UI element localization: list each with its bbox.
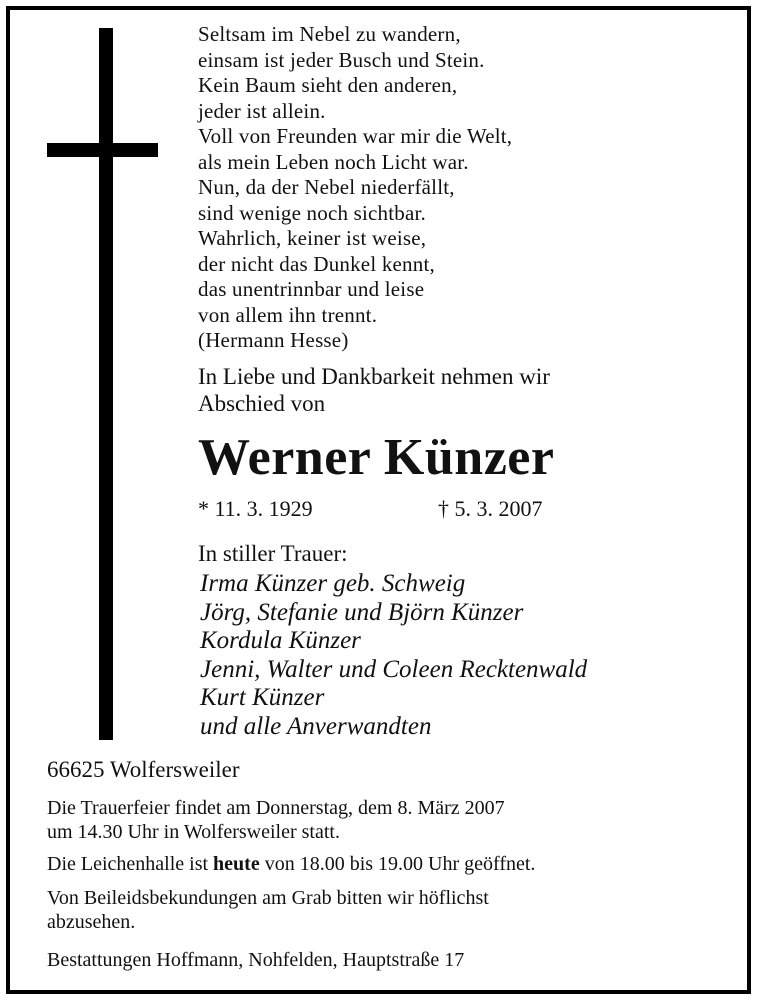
poem-line: sind wenige noch sichtbar. [198,200,426,225]
funeral-line-2: um 14.30 Uhr in Wolfersweiler statt. [47,820,340,843]
condolence-line-2: abzusehen. [47,910,136,933]
condolence-info [47,887,737,934]
intro-text [198,363,550,417]
place: 66625 Wolfersweiler [47,757,240,782]
hall-text-bold: heute [213,853,260,875]
poem-line: Voll von Freunden war mir die Welt, [198,124,513,148]
poem-line: Wahrlich, keiner ist weise, [198,226,427,250]
poem-line: Nun, da der Nebel niederfällt, [198,175,455,199]
poem-author: (Hermann Hesse) [198,328,349,352]
poem-line: Kein Baum sieht den anderen, [198,73,458,97]
hall-text-before: Die Leichenhalle ist [47,853,214,875]
mourner-name: Kordula Künzer [200,627,361,654]
obituary-notice [6,6,751,994]
hall-info [47,853,737,877]
poem-line: jeder ist allein. [198,98,326,123]
poem-line: von allem ihn trennt. [198,302,378,327]
funeral-line-1: Die Trauerfeier findet am Donnerstag, dem 8. März 2007 [47,797,505,819]
mourner-name: Irma Künzer geb. Schweig [200,570,466,597]
deceased-name: Werner Künzer [198,429,555,486]
poem [198,22,512,354]
mourner-name: Jörg, Stefanie und Björn Künzer [200,598,524,626]
cross-icon-horizontal [47,143,158,157]
mourning-heading: In stiller Trauer: [198,541,348,566]
poem-line: als mein Leben noch Licht war. [198,149,469,174]
condolence-line-1: Von Beileidsbekundungen am Grab bitten wir höflichst [47,887,489,909]
poem-line: der nicht das Dunkel kennt, [198,251,435,276]
mourner-name: und alle Anverwandten [200,712,432,740]
undertaker-info: Bestattungen Hoffmann, Nohfelden, Hauptstraße 17 [47,949,465,971]
death-date: † 5. 3. 2007 [438,496,543,521]
mourner-name: Jenni, Walter und Coleen Recktenwald [200,655,588,683]
birth-date: * 11. 3. 1929 [198,496,313,521]
hall-text-after: von 18.00 bis 19.00 Uhr geöffnet. [259,853,536,875]
intro-line-1: In Liebe und Dankbarkeit nehmen wir [198,364,550,389]
mourners-list [200,570,587,741]
hall-line [47,853,737,877]
intro-line-2: Abschied von [198,391,326,416]
poem-line: Seltsam im Nebel zu wandern, [198,22,461,46]
poem-line: das unentrinnbar und leise [198,277,425,301]
funeral-info [47,797,737,844]
poem-line: einsam ist jeder Busch und Stein. [198,47,485,72]
mourner-name: Kurt Künzer [200,684,325,711]
cross-icon-vertical [99,28,113,740]
